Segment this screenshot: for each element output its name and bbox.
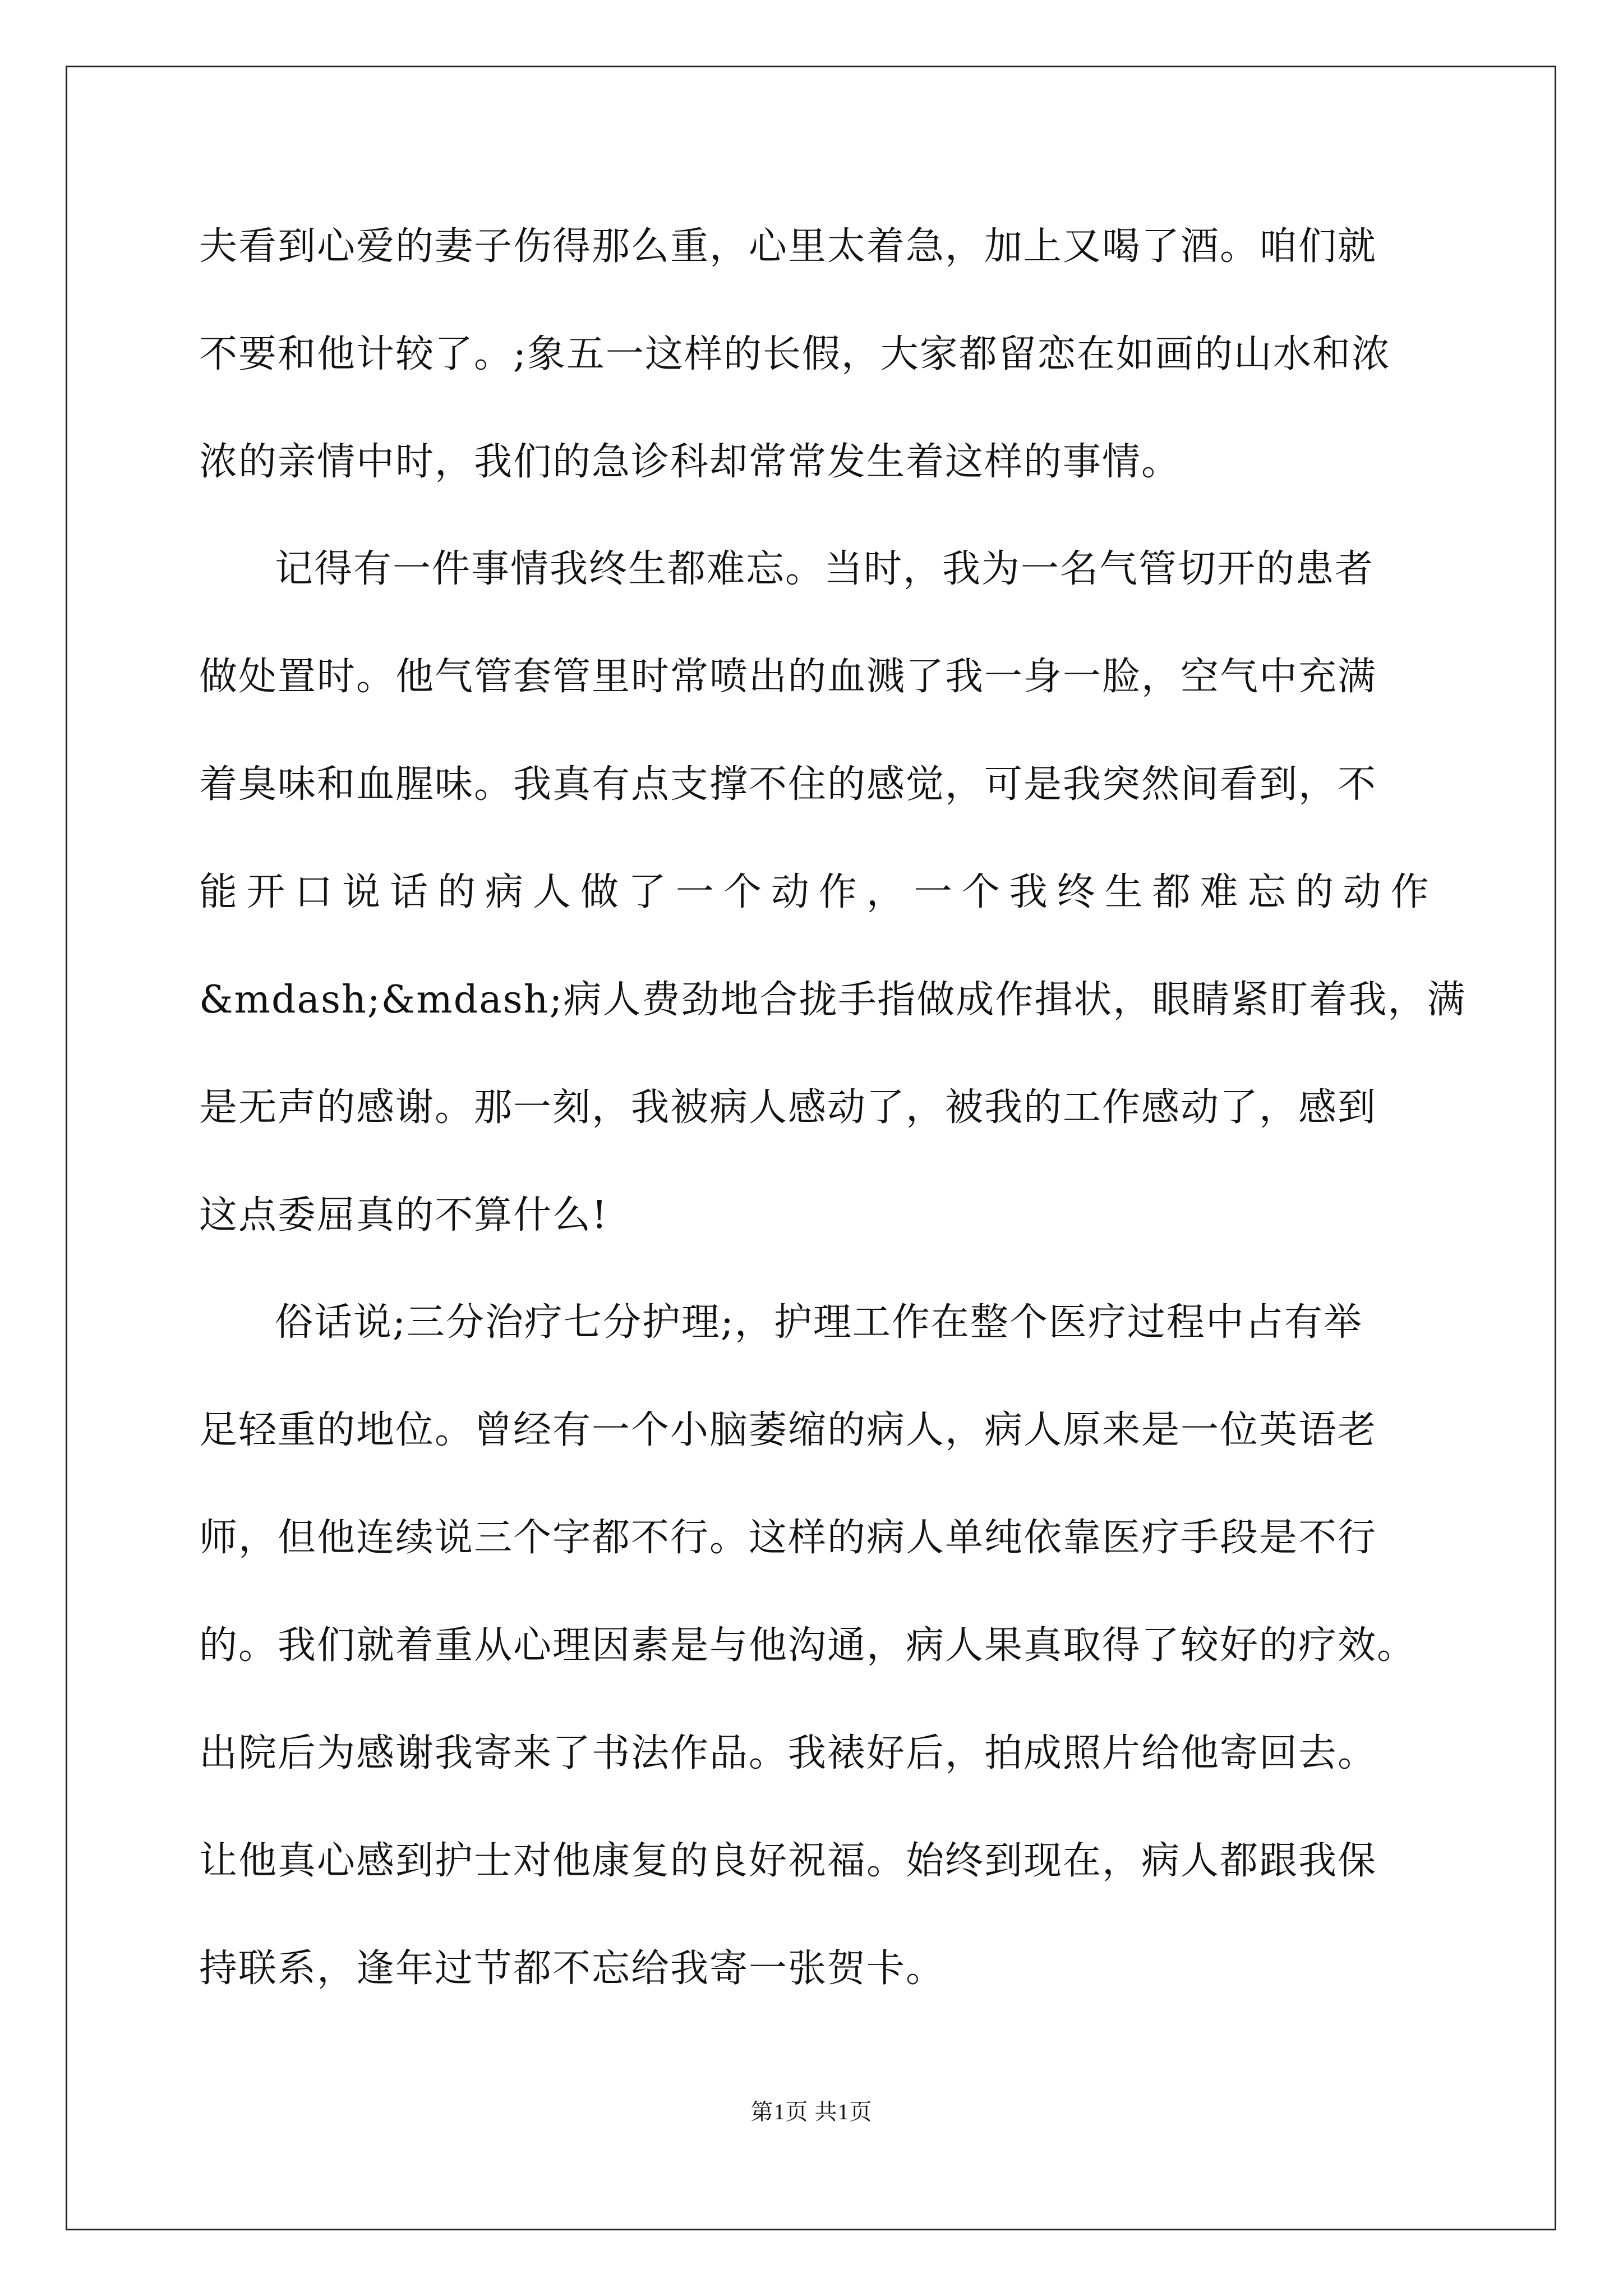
text-char: 个 [961, 870, 1001, 914]
text-char: 难 [1200, 870, 1239, 914]
text-char: 动 [1343, 870, 1382, 914]
text-char: 个 [723, 870, 763, 914]
text-char: 生 [1104, 870, 1144, 914]
text-line: &mdash;&mdash;病人费劲地合拢手指做成作揖状，眼睛紧盯着我，满 [199, 978, 1467, 1022]
text-char: 我 [1009, 870, 1049, 914]
text-char: 病 [485, 870, 524, 914]
text-char: 的 [1295, 870, 1335, 914]
text-char: 做 [580, 870, 620, 914]
text-char: 口 [294, 870, 334, 914]
text-line: 是无声的感谢。那一刻，我被病人感动了，被我的工作感动了，感到 [199, 1085, 1377, 1130]
text-char: 一 [675, 870, 715, 914]
text-line: 浓的亲情中时，我们的急诊科却常常发生着这样的事情。 [199, 440, 1181, 484]
text-line: 不要和他计较了。;象五一这样的长假，大家都留恋在如画的山水和浓 [199, 332, 1391, 376]
text-char: 忘 [1247, 870, 1287, 914]
text-line: 师，但他连续说三个字都不行。这样的病人单纯依靠医疗手段是不行 [199, 1516, 1377, 1560]
text-line: 着臭味和血腥味。我真有点支撑不住的感觉，可是我突然间看到，不 [199, 762, 1377, 807]
page-number: 第1页 共1页 [750, 2099, 873, 2124]
text-line: 足轻重的地位。曾经有一个小脑萎缩的病人，病人原来是一位英语老 [199, 1408, 1377, 1452]
text-line: 的。我们就着重从心理因素是与他沟通，病人果真取得了较好的疗效。 [199, 1623, 1417, 1668]
text-char: 作 [1390, 870, 1430, 914]
text-char: 都 [1152, 870, 1192, 914]
text-char: 说 [342, 870, 381, 914]
text-line: 记得有一件事情我终生都难忘。当时，我为一名气管切开的患者 [275, 547, 1375, 591]
text-char: 作 [818, 870, 858, 914]
page-border [66, 66, 1556, 2230]
text-char: 开 [246, 870, 286, 914]
text-line: 持联系，逢年过节都不忘给我寄一张贺卡。 [199, 1947, 946, 1991]
text-char: 人 [532, 870, 572, 914]
text-char: 动 [771, 870, 810, 914]
text-char: 终 [1057, 870, 1096, 914]
text-char: 能 [199, 870, 239, 914]
text-char: 了 [628, 870, 667, 914]
text-char: 一 [914, 870, 953, 914]
text-line: 出院后为感谢我寄来了书法作品。我裱好后，拍成照片给他寄回去。 [199, 1731, 1377, 1775]
text-line: 俗话说;三分治疗七分护理;，护理工作在整个医疗过程中占有举 [275, 1300, 1363, 1345]
text-line-justified [199, 870, 1430, 915]
text-line: 做处置时。他气管套管里时常喷出的血溅了我一身一脸，空气中充满 [199, 655, 1377, 699]
text-char: 话 [389, 870, 429, 914]
text-line: 让他真心感到护士对他康复的良好祝福。始终到现在，病人都跟我保 [199, 1839, 1377, 1883]
text-char: ， [866, 870, 906, 914]
text-char: 的 [437, 870, 477, 914]
text-line: 夫看到心爱的妻子伤得那么重，心里太着急，加上又喝了酒。咱们就 [199, 224, 1377, 269]
text-line: 这点委屈真的不算什么! [199, 1193, 608, 1237]
